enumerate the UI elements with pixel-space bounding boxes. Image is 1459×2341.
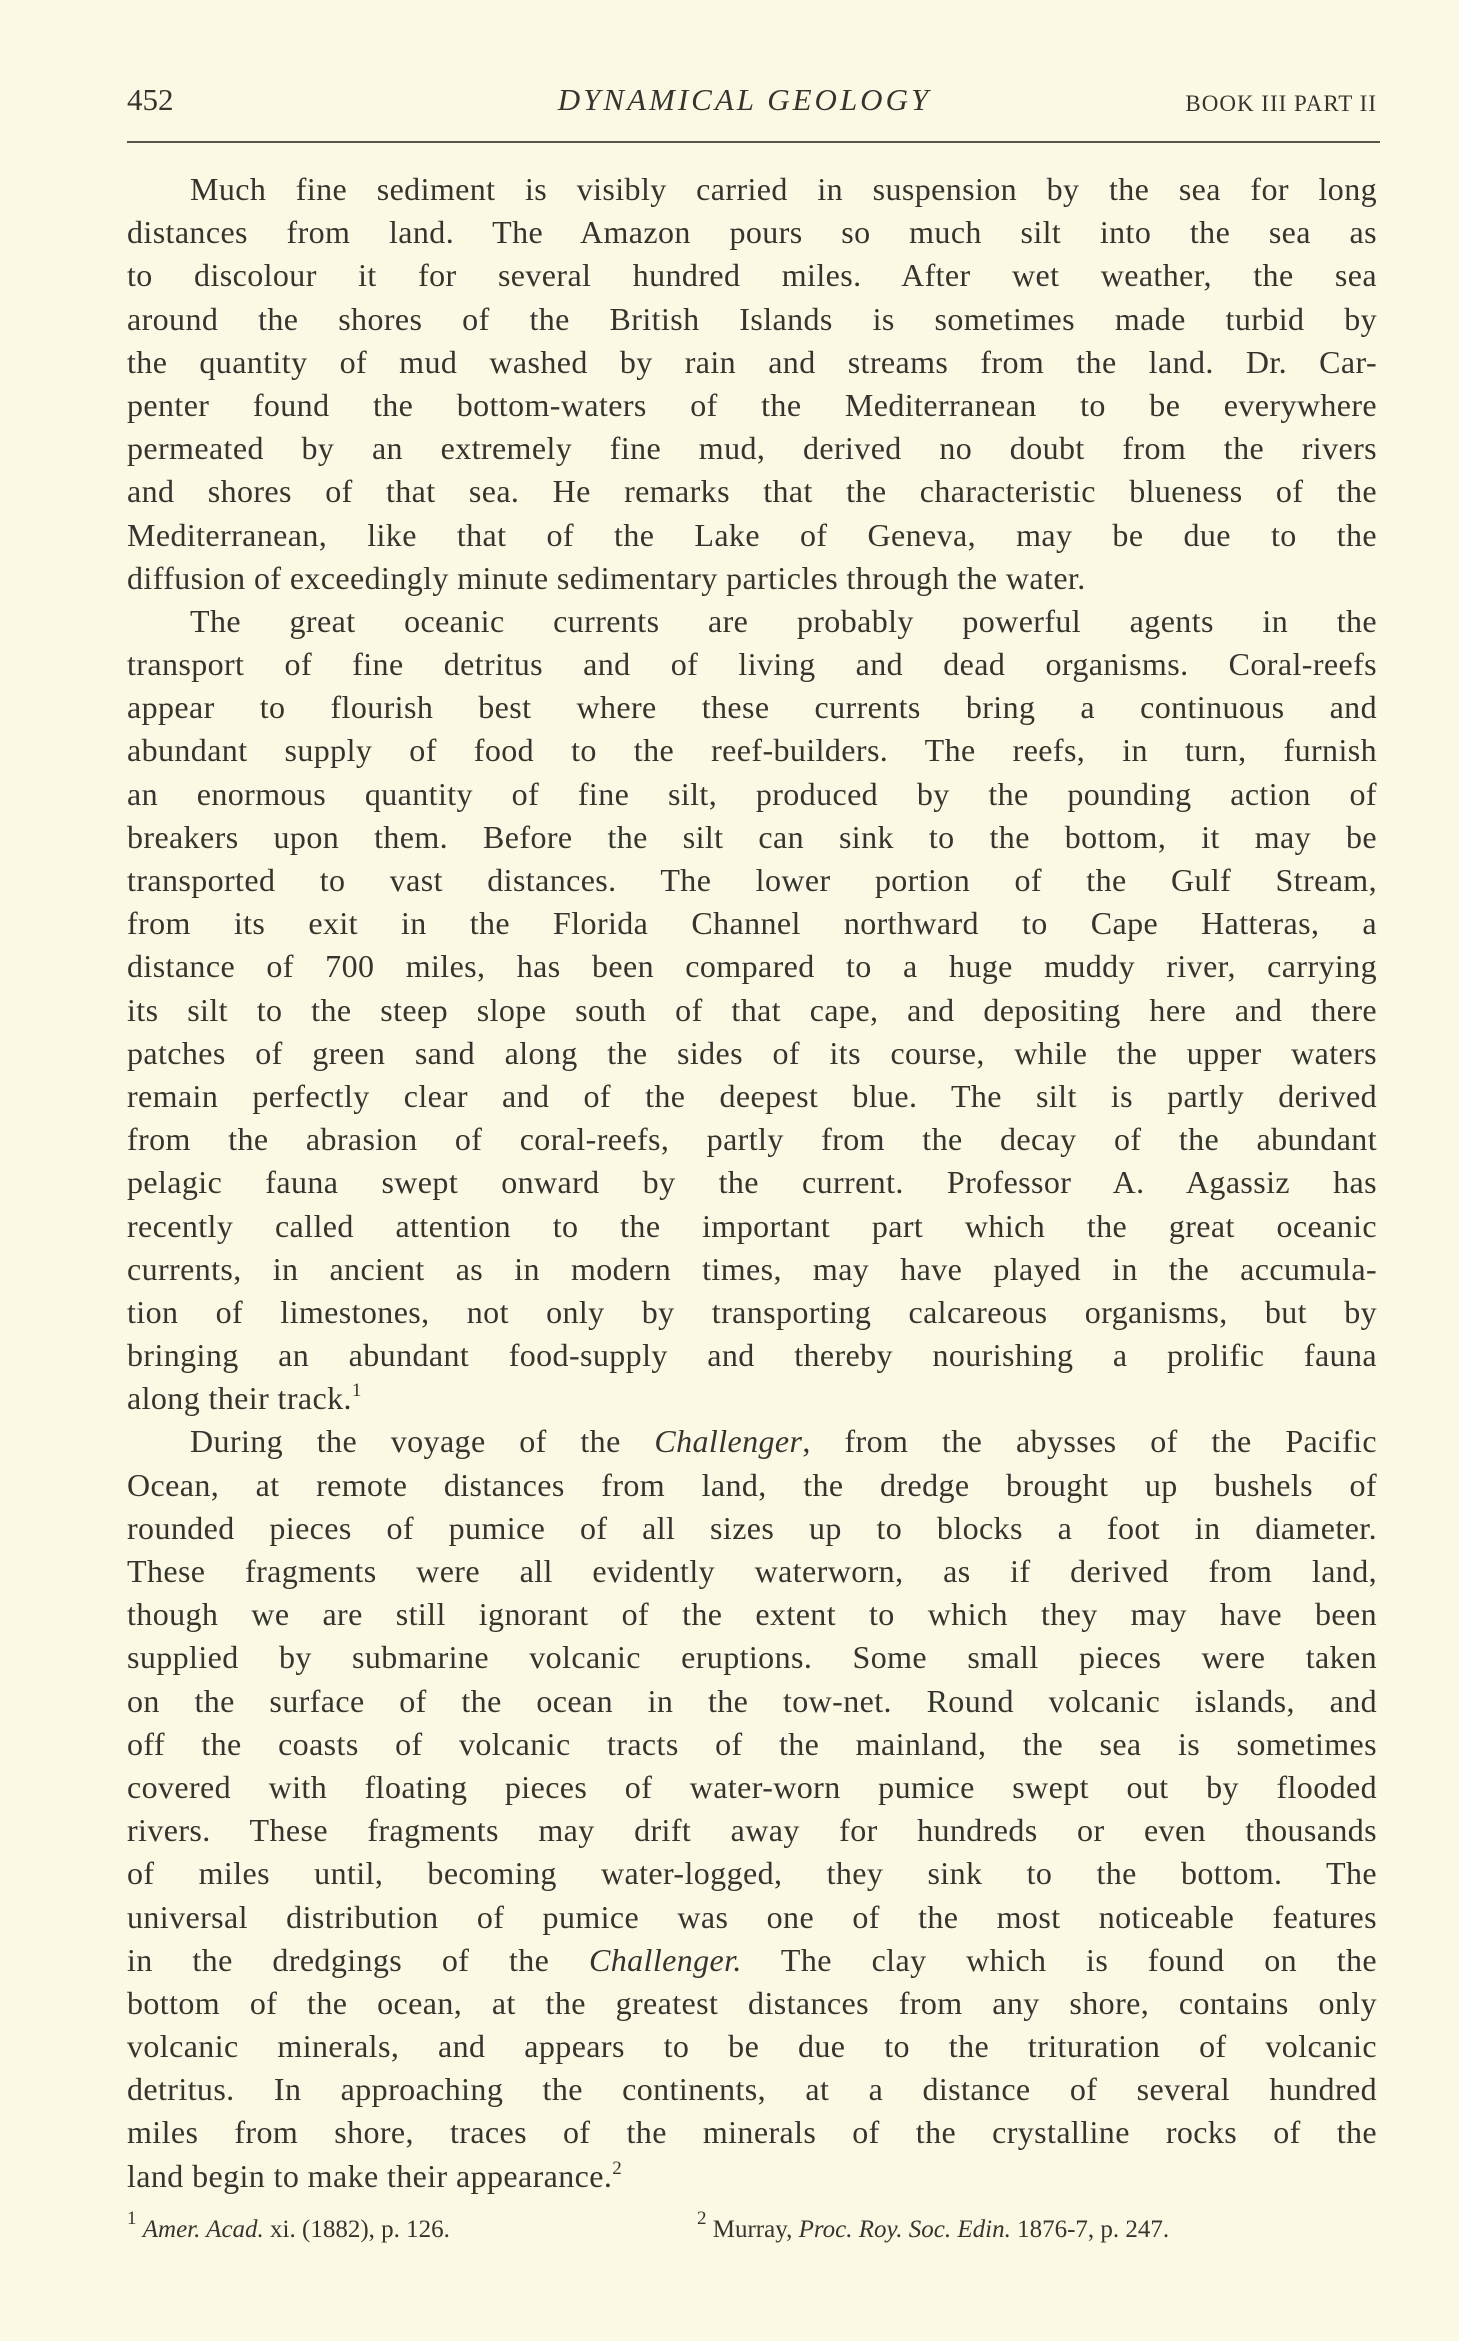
text-line — [127, 557, 1377, 600]
text-run: volcanic minerals, and appears to be due to the trituration of volcanic — [127, 2028, 1377, 2065]
text-line — [127, 2025, 1377, 2068]
footnote-mark: 1 — [127, 2208, 137, 2229]
text-run: , from the abysses of the Pacific — [802, 1423, 1378, 1460]
text-run: transport of fine detritus and of living and dead organisms. Coral-reefs — [127, 646, 1377, 683]
text-run: in the dredgings of the — [127, 1941, 589, 1978]
text-line — [127, 168, 1377, 211]
text-line — [127, 384, 1377, 427]
body-text — [127, 168, 1377, 2198]
text-line — [127, 1766, 1377, 1809]
text-run: diffusion of exceedingly minute sedimentary particles through the water. — [127, 559, 1086, 596]
text-run: its silt to the steep slope south of that cape, and depositing here and there — [127, 991, 1377, 1028]
text-line — [127, 427, 1377, 470]
text-run: recently called attention to the important part which the great oceanic — [127, 1207, 1377, 1244]
text-run: pelagic fauna swept onward by the current. Professor A. Agassiz has — [127, 1164, 1377, 1201]
text-line — [127, 1334, 1377, 1377]
text-run: the quantity of mud washed by rain and streams from the land. Dr. Car- — [127, 343, 1377, 380]
italic-text: Amer. Acad. — [142, 2216, 264, 2243]
text-line — [127, 600, 1377, 643]
text-line — [127, 1248, 1377, 1291]
italic-text: Challenger — [654, 1423, 803, 1460]
text-run: covered with floating pieces of water-worn pumice swept out by flooded — [127, 1768, 1377, 1805]
text-line — [127, 859, 1377, 902]
running-title: DYNAMICAL GEOLOGY — [557, 82, 932, 117]
header-rule — [127, 141, 1380, 143]
text-run: supplied by submarine volcanic eruptions. Some small pieces were taken — [127, 1639, 1377, 1676]
text-run: The great oceanic currents are probably powerful agents in the — [190, 602, 1377, 639]
text-run: around the shores of the British Islands is sometimes made turbid by — [127, 300, 1377, 337]
text-line — [127, 989, 1377, 1032]
text-line — [127, 254, 1377, 297]
text-line — [127, 1636, 1377, 1679]
text-run: to discolour it for several hundred miles. After wet weather, the sea — [127, 257, 1377, 294]
footnote-ref: 1 — [351, 1380, 362, 1402]
text-run: from the abrasion of coral-reefs, partly from the decay of the abundant — [127, 1121, 1377, 1158]
text-line — [127, 1593, 1377, 1636]
footnote-ref: 2 — [612, 2157, 623, 2179]
text-run: abundant supply of food to the reef-builders. The reefs, in turn, furnish — [127, 732, 1377, 769]
text-run: bringing an abundant food-supply and thereby nourishing a prolific fauna — [127, 1337, 1377, 1374]
text-line — [127, 211, 1377, 254]
italic-text: Proc. Roy. Soc. Edin. — [798, 2216, 1011, 2243]
text-line — [127, 341, 1377, 384]
text-run: rounded pieces of pumice of all sizes up to blocks a foot in diameter. — [127, 1509, 1377, 1546]
text-run: transported to vast distances. The lower portion of the Gulf Stream, — [127, 862, 1377, 898]
text-line — [127, 1464, 1377, 1507]
text-run: These fragments were all evidently waterworn, as if derived from land, — [127, 1553, 1377, 1589]
text-line — [127, 643, 1377, 686]
text-line — [127, 1809, 1377, 1852]
text-line — [127, 1075, 1377, 1118]
text-line — [127, 1032, 1377, 1075]
text-line — [127, 2068, 1377, 2111]
text-line — [127, 1852, 1377, 1895]
text-line — [127, 773, 1377, 816]
text-run: bottom of the ocean, at the greatest distances from any shore, contains only — [127, 1984, 1377, 2021]
text-run: miles from shore, traces of the minerals of the crystalline rocks of the — [127, 2114, 1377, 2151]
text-line — [127, 1550, 1377, 1593]
text-line — [127, 2155, 1377, 2198]
footnote-2 — [697, 2208, 1170, 2248]
text-run: detritus. In approaching the continents, at a distance of several hundred — [127, 2071, 1377, 2108]
text-line — [127, 816, 1377, 859]
text-line — [127, 1896, 1377, 1939]
page-number: 452 — [127, 82, 174, 117]
italic-text: Challenger. — [588, 1941, 742, 1978]
text-line — [127, 298, 1377, 341]
text-run: from its exit in the Florida Channel northward to Cape Hatteras, a — [127, 905, 1377, 942]
text-line — [127, 514, 1377, 557]
text-run: distances from land. The Amazon pours so much silt into the sea as — [127, 214, 1377, 251]
text-line — [127, 729, 1377, 772]
text-run: breakers upon them. Before the silt can sink to the bottom, it may be — [127, 818, 1377, 855]
section-label: BOOK III PART II — [1185, 91, 1377, 116]
text-run: remain perfectly clear and of the deepest blue. The silt is partly derived — [127, 1077, 1377, 1114]
text-run: an enormous quantity of fine silt, produced by the pounding action of — [127, 775, 1377, 812]
text-run: rivers. These fragments may drift away for hundreds or even thousands — [127, 1812, 1377, 1849]
text-run: currents, in ancient as in modern times, may have played in the accumula- — [127, 1250, 1377, 1287]
text-run: permeated by an extremely fine mud, derived no doubt from the rivers — [127, 430, 1377, 467]
text-run: appear to flourish best where these currents bring a continuous and — [127, 689, 1377, 726]
text-run: along their track. — [127, 1380, 352, 1417]
text-run: During the voyage of the — [190, 1423, 655, 1460]
text-line — [127, 1291, 1377, 1334]
text-line — [127, 2111, 1377, 2154]
text-run: penter found the bottom-waters of the Mediterranean to be everywhere — [127, 386, 1377, 423]
text-run: of miles until, becoming water-logged, they sink to the bottom. The — [127, 1855, 1377, 1892]
footnote-mark: 2 — [697, 2208, 707, 2229]
text-run: land begin to make their appearance. — [127, 2157, 613, 2194]
text-run: xi. (1882), p. 126. — [263, 2216, 450, 2243]
text-run: off the coasts of volcanic tracts of the mainland, the sea is sometimes — [127, 1725, 1377, 1762]
text-line — [127, 1205, 1377, 1248]
text-run: universal distribution of pumice was one of the most noticeable features — [127, 1898, 1377, 1935]
text-line — [127, 945, 1377, 988]
text-run: on the surface of the ocean in the tow-net. Round volcanic islands, and — [127, 1682, 1377, 1719]
text-line — [127, 902, 1377, 945]
text-run: The clay which is found on the — [741, 1941, 1377, 1978]
text-run: tion of limestones, not only by transporting calcareous organisms, but by — [127, 1293, 1377, 1330]
text-run: Murray, — [712, 2216, 799, 2243]
text-run: 1876-7, p. 247. — [1010, 2216, 1170, 2243]
text-run: and shores of that sea. He remarks that the characteristic blueness of the — [127, 473, 1377, 510]
text-line — [127, 470, 1377, 513]
text-line — [127, 1118, 1377, 1161]
text-line — [127, 1680, 1377, 1723]
text-line — [127, 1723, 1377, 1766]
text-run: patches of green sand along the sides of its course, while the upper waters — [127, 1034, 1377, 1071]
text-run: distance of 700 miles, has been compared to a huge muddy river, carrying — [127, 948, 1377, 985]
text-line — [127, 1507, 1377, 1550]
text-run: Much fine sediment is visibly carried in suspension by the sea for long — [190, 171, 1377, 207]
footnote-1 — [127, 2208, 450, 2248]
text-line — [127, 1982, 1377, 2025]
text-run: Ocean, at remote distances from land, the dredge brought up bushels of — [127, 1466, 1377, 1503]
text-line — [127, 1161, 1377, 1204]
text-line — [127, 686, 1377, 729]
text-line — [127, 1377, 1377, 1420]
text-run: Mediterranean, like that of the Lake of Geneva, may be due to the — [127, 516, 1377, 553]
text-line — [127, 1939, 1377, 1982]
text-run: though we are still ignorant of the extent to which they may have been — [127, 1596, 1377, 1633]
text-line — [127, 1420, 1377, 1463]
